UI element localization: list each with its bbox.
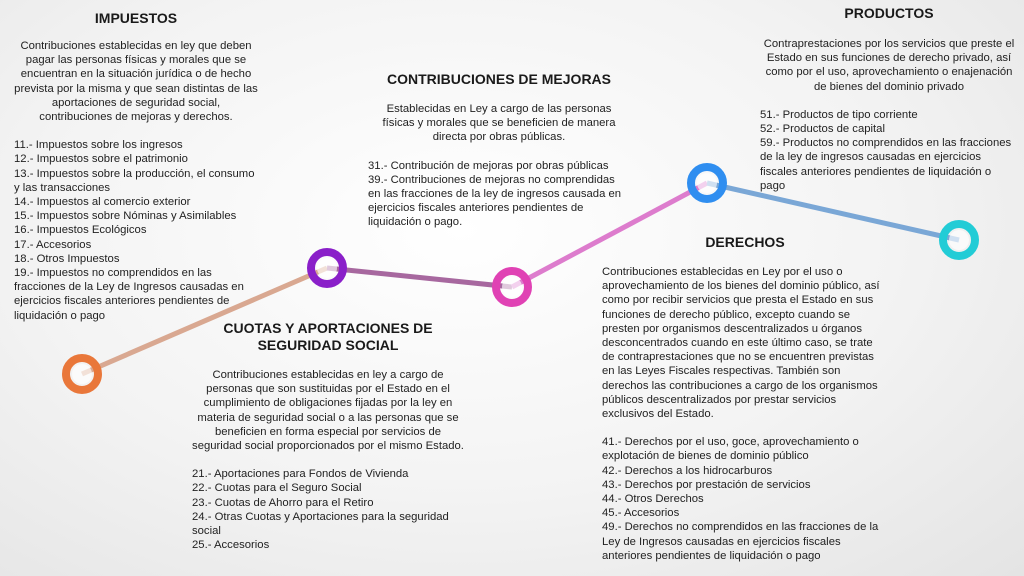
impuestos-description: Contribuciones establecidas en ley que deben pagar las personas físicas y morales que se encuentran en la situación jurídica o de hecho prevista por la misma y que sean distintas de las aportaciones de seguridad social, contribuciones de mejoras y derechos.: [14, 40, 258, 124]
productos-block: [760, 5, 1018, 193]
cuotas-description: Contribuciones establecidas en ley a cargo de personas que son sustituidas por el Estado en el cumplimiento de obligaciones fijadas por la ley en materia de seguridad social o a las personas que se beneficien en forma especial por servicios de seguridad social proporcionados por el mismo Estado.: [192, 369, 464, 453]
list-item: 12.- Impuestos sobre el patrimonio: [14, 153, 188, 166]
derechos-list: [602, 435, 888, 563]
connector-cuotas-mejoras: [327, 268, 512, 287]
list-item: 14.- Impuestos al comercio exterior: [14, 196, 191, 209]
derechos-description: Contribuciones establecidas en Ley por el uso o aprovechamiento de los bienes del dominio público, así como por recibir servicios que presta el Estado en sus funciones de derecho público, excepto cuando se presten por organismos descentralizados u órganos desconcentrados cuando en este último caso, se trate de contraprestaciones que no se encuentren previstas en las Leyes Fiscales respectivas. También son derechos las contribuciones a cargo de los organismos públicos descentralizados por prestar servicios exclusivos del Estado.: [602, 266, 880, 421]
cuotas-list: [192, 467, 464, 552]
list-item: 18.- Otros Impuestos: [14, 252, 120, 265]
mejoras-title: CONTRIBUCIONES DE MEJORAS: [386, 71, 612, 87]
cuotas-block: [192, 320, 464, 552]
list-item: 15.- Impuestos sobre Nóminas y Asimilables: [14, 210, 237, 223]
productos-title: PRODUCTOS: [844, 5, 934, 21]
list-item: 19.- Impuestos no comprendidos en las fracciones de la Ley de Ingresos causadas en ejercicios fiscales anteriores pendientes de liquidación o pago: [14, 267, 244, 322]
list-item: 31.- Contribución de mejoras por obras públicas: [368, 159, 609, 172]
derechos-title: DERECHOS: [705, 234, 785, 250]
list-item: 52.- Productos de capital: [760, 123, 885, 136]
list-item: 43.- Derechos por prestación de servicios: [602, 478, 811, 491]
list-item: 25.- Accesorios: [192, 539, 270, 552]
list-item: 21.- Aportaciones para Fondos de Vivienda: [192, 468, 409, 481]
list-item: 59.- Productos no comprendidos en las fracciones de la ley de ingresos causadas en ejercicios fiscales anteriores pendientes de liquidación o pago: [760, 137, 1012, 192]
productos-description: Contraprestaciones por los servicios que preste el Estado en sus funciones de derecho privado, así como por el uso, aprovechamiento o enajenación de bienes del dominio privado: [763, 38, 1015, 93]
list-item: 39.- Contribuciones de mejoras no comprendidas en las fracciones de la ley de ingresos causada en ejercicios fiscales anteriores pendientes de liquidación o pago.: [368, 173, 622, 229]
list-item: 17.- Accesorios: [14, 238, 92, 251]
productos-list: [760, 108, 1018, 193]
list-item: 23.- Cuotas de Ahorro para el Retiro: [192, 496, 374, 509]
node-derechos: [939, 220, 979, 260]
impuestos-title: IMPUESTOS: [94, 10, 178, 26]
impuestos-block: [14, 10, 258, 323]
list-item: 22.- Cuotas para el Seguro Social: [192, 482, 362, 495]
node-mejoras: [492, 267, 532, 307]
cuotas-title: CUOTAS Y APORTACIONES DE SEGURIDAD SOCIAL: [223, 320, 433, 353]
node-cuotas: [307, 248, 347, 288]
node-impuestos: [62, 354, 102, 394]
mejoras-block: [368, 71, 630, 230]
mejoras-list: [368, 159, 630, 230]
mejoras-description: Establecidas en Ley a cargo de las personas físicas y morales que se beneficien de manera directa por obras públicas.: [382, 103, 616, 144]
derechos-block: [602, 234, 888, 563]
list-item: 41.- Derechos por el uso, goce, aprovechamiento o explotación de bienes de dominio público: [602, 436, 859, 463]
node-productos: [687, 163, 727, 203]
list-item: 45.- Accesorios: [602, 507, 680, 520]
impuestos-list: [14, 138, 258, 323]
list-item: 24.- Otras Cuotas y Aportaciones para la seguridad social: [192, 510, 449, 538]
list-item: 11.- Impuestos sobre los ingresos: [14, 139, 183, 152]
list-item: 16.- Impuestos Ecológicos: [14, 224, 147, 237]
list-item: 49.- Derechos no comprendidos en las fracciones de la Ley de Ingresos causadas en ejercicios fiscales anteriores pendientes de liquidación o pago: [602, 521, 879, 562]
list-item: 13.- Impuestos sobre la producción, el consumo y las transacciones: [14, 167, 255, 194]
list-item: 51.- Productos de tipo corriente: [760, 108, 918, 121]
list-item: 44.- Otros Derechos: [602, 493, 704, 506]
list-item: 42.- Derechos a los hidrocarburos: [602, 464, 773, 477]
